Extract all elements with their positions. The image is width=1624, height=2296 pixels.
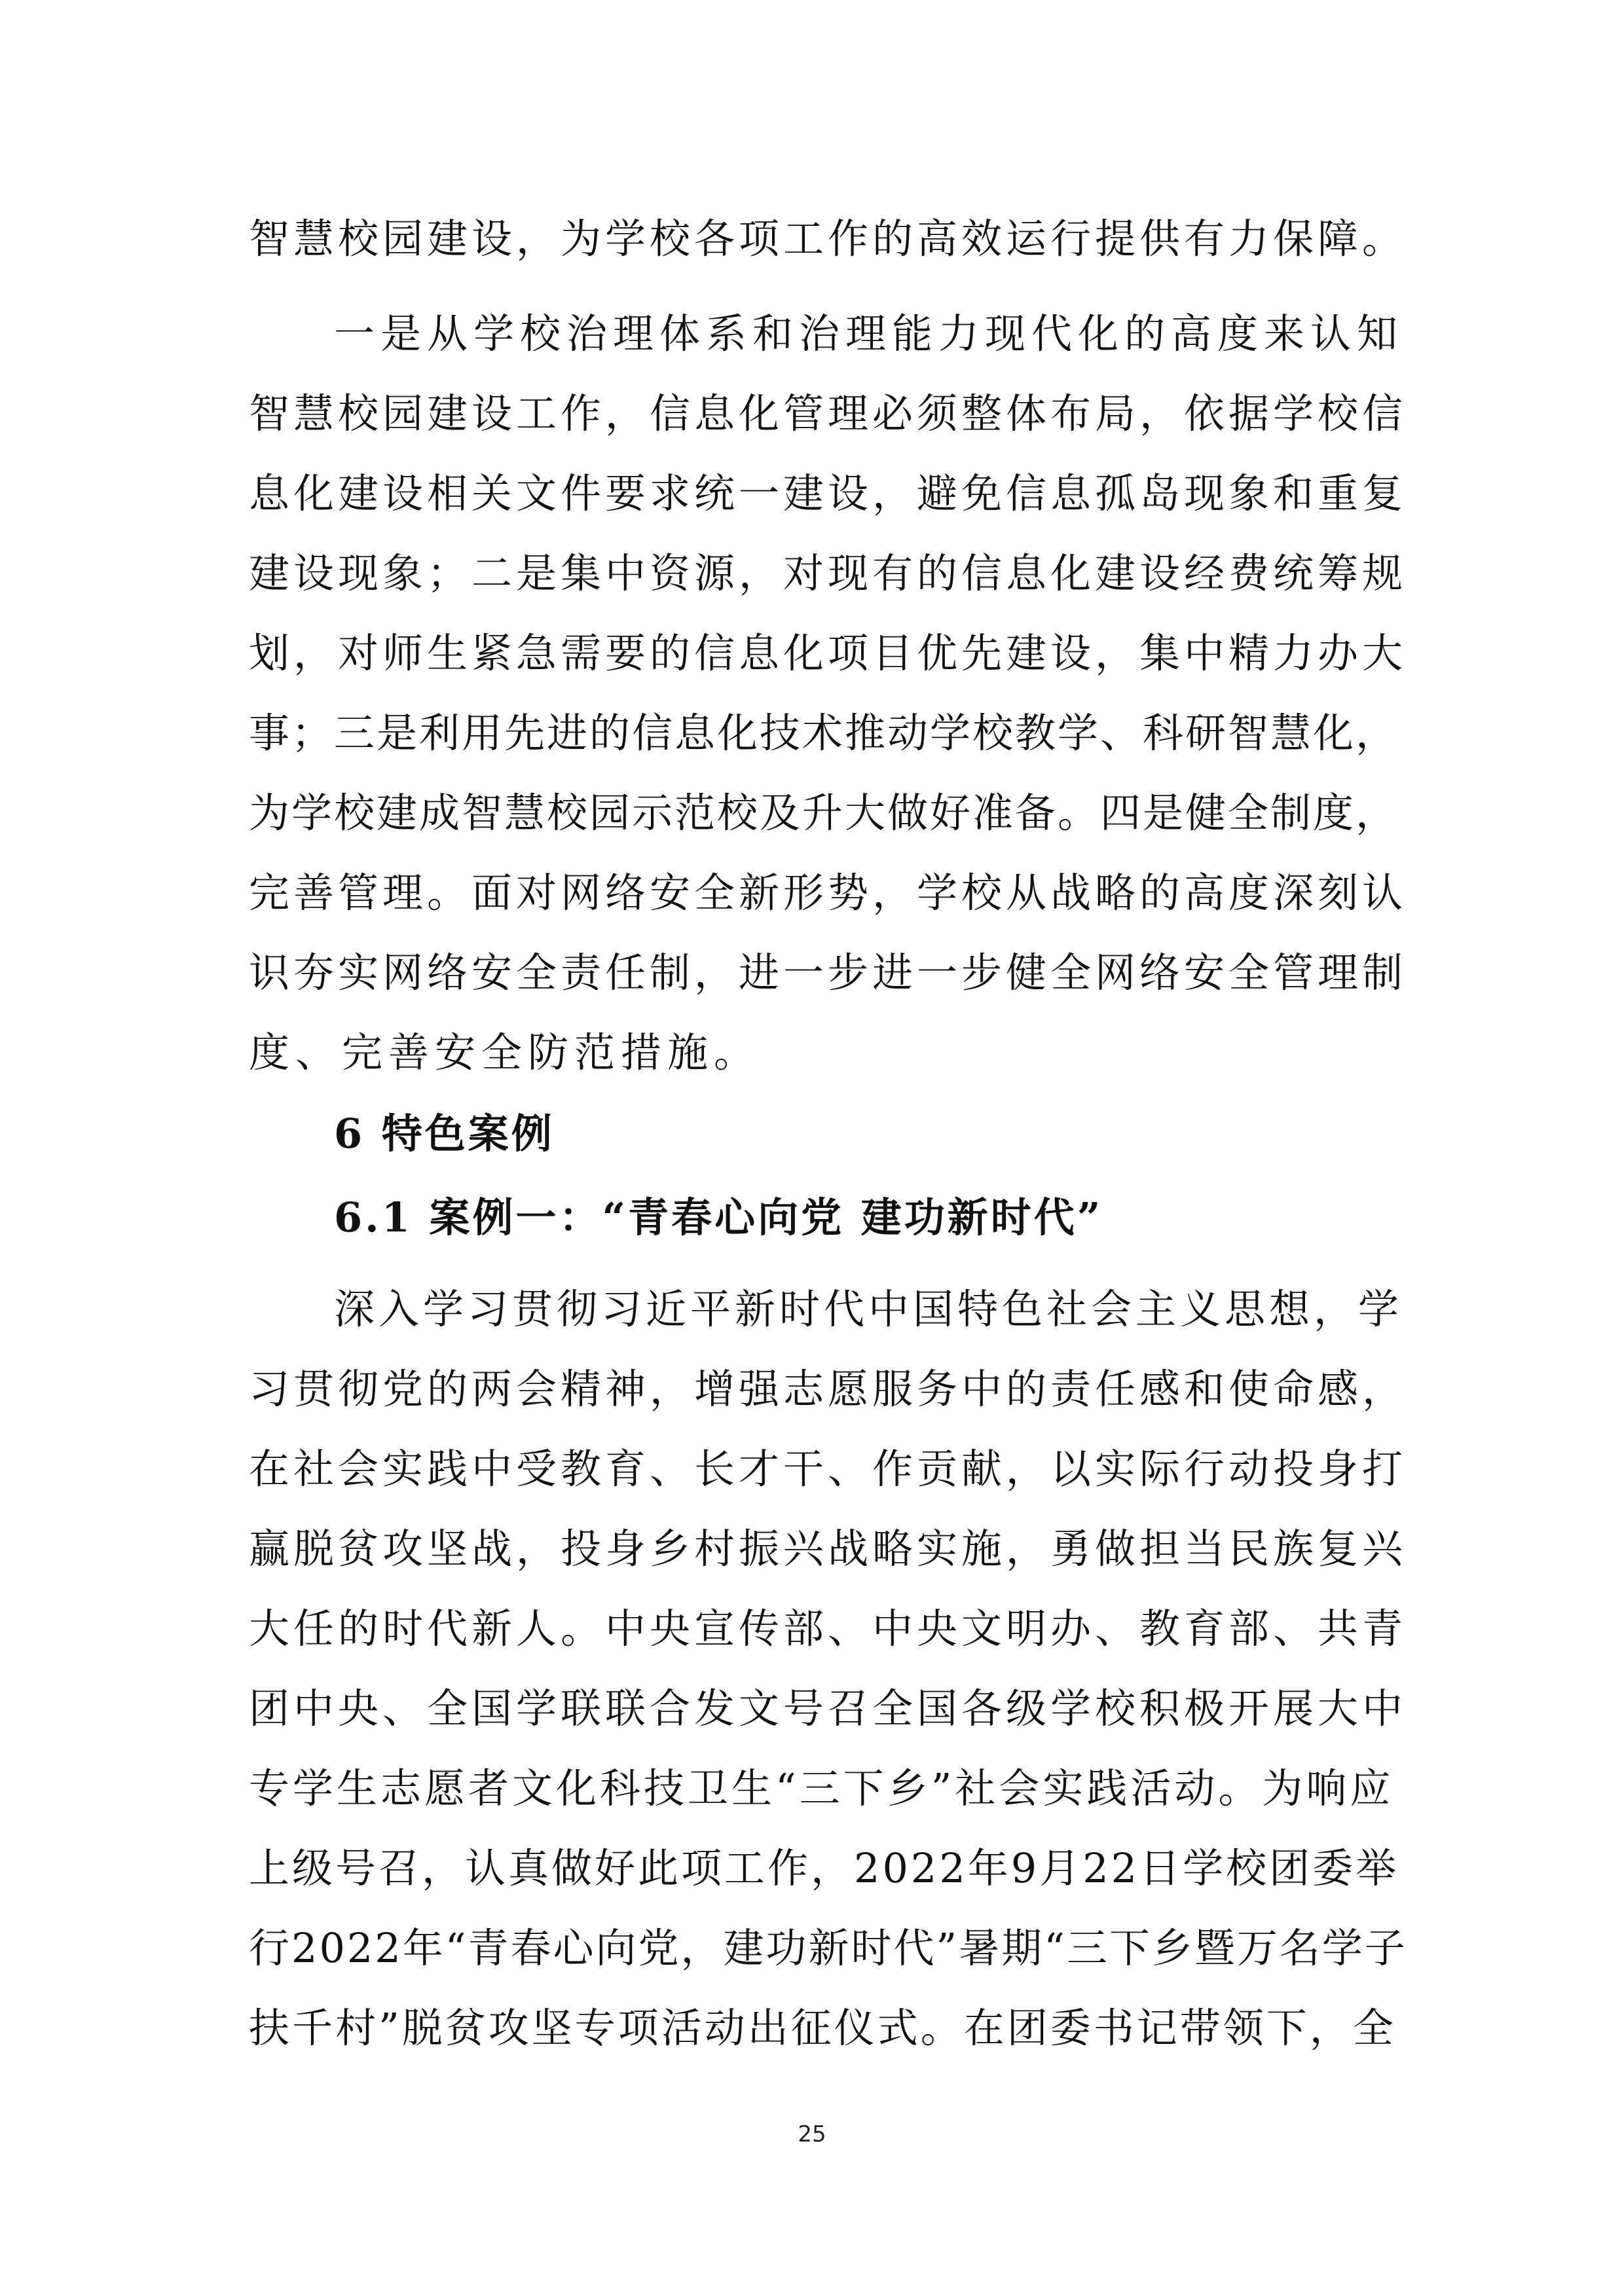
paragraph-line: 划，对师生紧急需要的信息化项目优先建设，集中精力办大 bbox=[249, 629, 1407, 677]
paragraph-line: 专学生志愿者文化科技卫生“三下乡”社会实践活动。为响应 bbox=[249, 1764, 1394, 1812]
paragraph-line: 在社会实践中受教育、长才干、作贡献，以实际行动投身打 bbox=[249, 1445, 1407, 1493]
section-heading: 6 特色案例 bbox=[334, 1110, 555, 1157]
paragraph-line: 行2022年“青春心向党，建功新时代”暑期“三下乡暨万名学子 bbox=[249, 1924, 1407, 1972]
paragraph-line: 一是从学校治理体系和治理能力现代化的高度来认知 bbox=[334, 310, 1404, 357]
paragraph-line: 大任的时代新人。中央宣传部、中央文明办、教育部、共青 bbox=[249, 1605, 1407, 1652]
paragraph-line: 赢脱贫攻坚战，投身乡村振兴战略实施，勇做担当民族复兴 bbox=[249, 1525, 1407, 1573]
paragraph-line: 建设现象；二是集中资源，对现有的信息化建设经费统筹规 bbox=[249, 549, 1407, 597]
paragraph-line: 深入学习贯彻习近平新时代中国特色社会主义思想，学 bbox=[334, 1285, 1403, 1333]
paragraph-line: 习贯彻党的两会精神，增强志愿服务中的责任感和使命感， bbox=[249, 1365, 1407, 1413]
paragraph-line: 识夯实网络安全责任制，进一步进一步健全网络安全管理制 bbox=[249, 949, 1407, 996]
paragraph-line: 事；三是利用先进的信息化技术推动学校教学、科研智慧化， bbox=[249, 709, 1399, 757]
paragraph-line: 完善管理。面对网络安全新形势，学校从战略的高度深刻认 bbox=[249, 869, 1407, 917]
paragraph-line: 扶千村”脱贫攻坚专项活动出征仪式。在团委书记带领下，全 bbox=[249, 2004, 1396, 2052]
paragraph-line: 智慧校园建设，为学校各项工作的高效运行提供有力保障。 bbox=[249, 215, 1407, 263]
paragraph-line: 度、完善安全防范措施。 bbox=[249, 1029, 761, 1076]
page-number: 25 bbox=[798, 2121, 826, 2147]
paragraph-line: 上级号召，认真做好此项工作，2022年9月22日学校团委举 bbox=[249, 1844, 1399, 1892]
paragraph-line: 息化建设相关文件要求统一建设，避免信息孤岛现象和重复 bbox=[249, 469, 1407, 517]
paragraph-line: 为学校建成智慧校园示范校及升大做好准备。四是健全制度， bbox=[249, 789, 1399, 837]
paragraph-line: 智慧校园建设工作，信息化管理必须整体布局，依据学校信 bbox=[249, 390, 1407, 437]
subsection-heading: 6.1 案例一：“青春心向党 建功新时代” bbox=[334, 1194, 1103, 1241]
paragraph-line: 团中央、全国学联联合发文号召全国各级学校积极开展大中 bbox=[249, 1685, 1407, 1732]
